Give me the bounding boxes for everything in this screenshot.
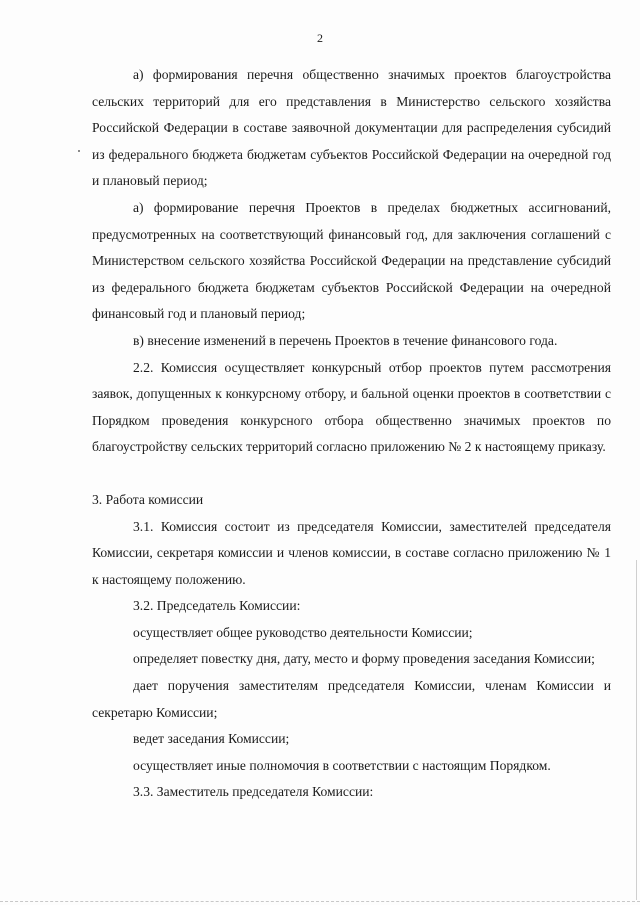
paragraph-chair-duty-meetings: ведет заседания Комиссии; xyxy=(133,731,290,747)
paragraph-3-2: 3.2. Председатель Комиссии: xyxy=(133,598,301,614)
scan-artifact-bottom-edge xyxy=(0,900,640,902)
paragraph-chair-duty-agenda: определяет повестку дня, дату, место и форму проведения заседания Комиссии; xyxy=(133,651,595,667)
scan-artifact-dot xyxy=(78,150,80,152)
paragraph-2-2: 2.2. Комиссия осуществляет конкурсный отбор проектов путем рассмотрения заявок, допущенных к конкурсному отбору, и бальной оценки проектов в соответствии с Порядком проведения конкурсного отбора общественно значимых проектов по благоустройству сельских территорий согласно приложению № 2 к настоящему приказу. xyxy=(92,359,611,455)
paragraph-chair-duty-instructions: дает поручения заместителям председателя Комиссии, членам Комиссии и секретарю Комиссии; xyxy=(92,678,611,720)
paragraph-chair-duty-other: осуществляет иные полномочия в соответствии с настоящим Порядком. xyxy=(133,757,551,773)
paragraph-3-3: 3.3. Заместитель председателя Комиссии: xyxy=(133,784,374,800)
section-heading: 3. Работа комиссии xyxy=(92,491,204,507)
document-body xyxy=(92,62,611,806)
paragraph-item-a-formation-projects: а) формирование перечня Проектов в пределах бюджетных ассигнований, предусмотренных на соответствующий финансовый год, для заключения соглашений с Министерством сельского хозяйства Российской Федерации на представление субсидий из федерального бюджета бюджетам субъектов Российской Федерации на очередной финансовый год и плановый период; xyxy=(92,199,611,322)
section-spacer xyxy=(92,461,611,487)
paragraph-3-1: 3.1. Комиссия состоит из председателя Комиссии, заместителей председателя Комиссии, секретаря комиссии и членов комиссии, в составе согласно приложению № 1 к настоящему положению. xyxy=(92,518,611,587)
paragraph-chair-duty-general: осуществляет общее руководство деятельности Комиссии; xyxy=(133,624,473,640)
paragraph-item-a-formation-list: а) формирования перечня общественно значимых проектов благоустройства сельских территорий для его представления в Министерство сельского хозяйства Российской Федерации в составе заявочной документации для распределения субсидий из федерального бюджета бюджетам субъектов Российской Федерации на очередной год и плановый период; xyxy=(92,67,611,189)
paragraph-item-v-changes: в) внесение изменений в перечень Проектов в течение финансового года. xyxy=(133,332,558,348)
scan-artifact-right-edge xyxy=(636,560,637,900)
page-number: 2 xyxy=(317,31,323,45)
